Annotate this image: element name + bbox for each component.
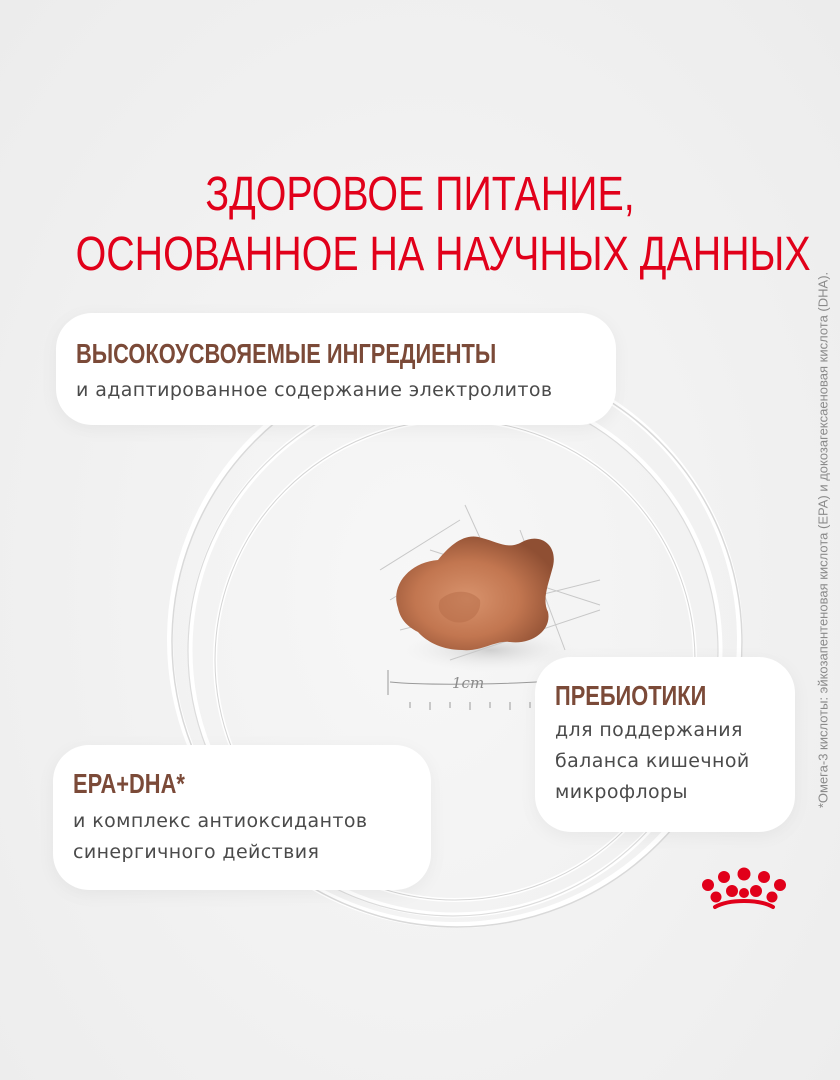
ingredients-card (56, 313, 616, 425)
footnote: *Омега-3 кислоты: эйкозапентеновая кислота (EPA) и докозагексаеновая кислота (DHA). (815, 271, 831, 809)
ingredients-heading: ВЫСОКОУСВОЯЕМЫЕ ИНГРЕДИЕНТЫ (76, 338, 497, 369)
kibble-scale-label: 1cm (452, 674, 485, 692)
royal-crown-icon (699, 867, 789, 915)
prebiotics-card (535, 657, 795, 832)
page-title (75, 165, 811, 285)
prebiotics-text: для поддержания баланса кишечной микрофлоры (555, 719, 750, 803)
epa-dha-card (53, 745, 431, 890)
epa-dha-text: и комплекс антиоксидантов синергичного действия (73, 810, 368, 863)
ingredients-text: и адаптированное содержание электролитов (76, 379, 553, 401)
title-line-2: ОСНОВАННОЕ НА НАУЧНЫХ ДАННЫХ (75, 228, 811, 281)
prebiotics-heading: ПРЕБИОТИКИ (555, 680, 707, 711)
epa-dha-heading: EPA+DHA* (73, 768, 185, 799)
title-line-1: ЗДОРОВОЕ ПИТАНИЕ, (205, 168, 635, 221)
